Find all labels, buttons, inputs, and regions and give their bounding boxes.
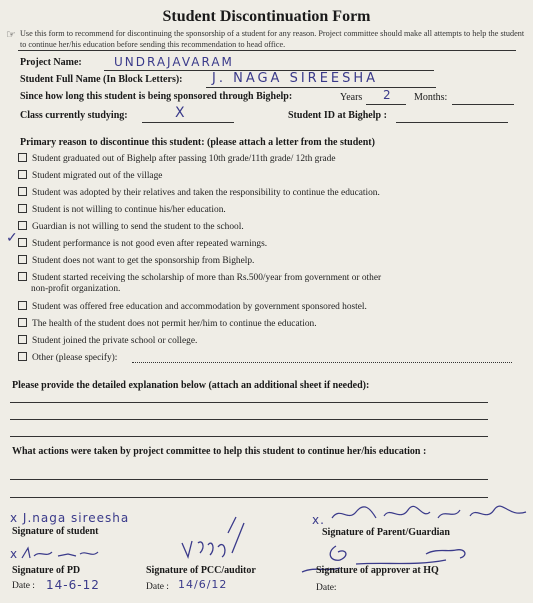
reason-option[interactable]: Student joined the private school or college. [18,335,197,346]
actions-label: What actions were taken by project committee to help this student to continue her/his education : [12,446,427,457]
checkbox[interactable] [18,301,27,310]
student-id-line [396,122,508,123]
reason-option[interactable]: Student migrated out of the village [18,170,162,181]
student-name-value[interactable]: J. NAGA SIREESHA [212,71,379,86]
explanation-line-3[interactable] [10,436,488,437]
checkbox[interactable] [18,204,27,213]
student-name-line [206,87,436,88]
months-label: Months: [414,92,448,103]
project-name-value[interactable]: UNDRAJAVARAM [114,55,234,69]
checkbox[interactable] [18,170,27,179]
pd-signature-mark[interactable]: x [10,547,19,561]
reason-option-checked[interactable]: Student performance is not good even after repeated warnings. [18,238,267,249]
approver-date-label: Date: [316,583,337,593]
months-line [452,104,514,105]
years-line [366,104,406,105]
checkbox[interactable] [18,335,27,344]
pd-signature-scribble [20,546,100,562]
pcc-signature-scribble [178,513,248,563]
reason-option[interactable]: Guardian is not willing to send the student to the school. [18,221,244,232]
pcc-date-label: Date : [146,582,169,592]
actions-line-1[interactable] [10,479,488,480]
parent-signature-label: Signature of Parent/Guardian [322,527,450,538]
class-line [142,122,234,123]
class-value[interactable]: X [175,105,187,121]
checkbox[interactable] [18,352,27,361]
pointing-hand-icon: ☞ [6,29,16,41]
pd-date-label: Date : [12,581,35,591]
approver-signature-label: Signature of approver at HQ [316,565,439,576]
class-label: Class currently studying: [20,110,128,121]
actions-line-2[interactable] [10,497,488,498]
form-instruction: Use this form to recommend for discontinuing the sponsorship of a student for any reason. Project committee should make all attempts to help the student to continue her/his education before sending this recommendation to head office. [20,29,525,49]
student-signature[interactable]: x J.naga sireesha [10,511,130,525]
checkbox[interactable] [18,318,27,327]
years-value[interactable]: 2 [383,88,393,102]
checkbox[interactable] [18,272,27,281]
explanation-line-2[interactable] [10,419,488,420]
student-id-label: Student ID at Bighelp : [288,110,387,121]
parent-signature-mark[interactable]: x. [312,513,325,527]
checkbox[interactable] [18,238,27,247]
checkbox[interactable] [18,221,27,230]
reason-option-continuation: non-profit organization. [31,284,121,294]
other-specify-line[interactable] [132,362,512,363]
checkbox[interactable] [18,255,27,264]
reason-option[interactable]: Student does not want to get the sponsorship from Bighelp. [18,255,254,266]
explanation-line-1[interactable] [10,402,488,403]
instruction-underline [18,50,516,51]
sponsored-label: Since how long this student is being sponsored through Bighelp: [20,91,293,102]
years-label: Years [340,92,363,103]
reason-option[interactable]: Student is not willing to continue his/her education. [18,204,226,215]
reason-option[interactable]: Student was offered free education and accommodation by government sponsored hostel. [18,301,367,312]
student-name-label: Student Full Name (In Block Letters): [20,74,183,85]
form-title: Student Discontinuation Form [162,8,371,25]
checkmark-icon: ✓ [6,231,18,246]
pcc-signature-label: Signature of PCC/auditor [146,565,256,576]
pd-date-value[interactable]: 14-6-12 [46,578,100,592]
reason-option[interactable]: Student started receiving the scholarship of more than Rs.500/year from government or other [18,272,381,283]
reasons-heading: Primary reason to discontinue this student: (please attach a letter from the student) [20,137,375,148]
project-name-label: Project Name: [20,57,82,68]
pd-signature-label: Signature of PD [12,565,81,576]
reason-option[interactable]: Student graduated out of Bighelp after passing 10th grade/11th grade/ 12th grade [18,153,335,164]
reason-option[interactable]: Student was adopted by their relatives and taken the responsibility to continue the education. [18,187,380,198]
student-signature-label: Signature of student [12,526,99,537]
checkbox[interactable] [18,153,27,162]
parent-signature-scribble [330,502,530,526]
pcc-date-value[interactable]: 14/6/12 [178,578,228,591]
explanation-label: Please provide the detailed explanation below (attach an additional sheet if needed): [12,380,370,391]
checkbox[interactable] [18,187,27,196]
reason-option-other[interactable]: Other (please specify): [18,352,117,363]
reason-option[interactable]: The health of the student does not permit her/him to continue the education. [18,318,317,329]
